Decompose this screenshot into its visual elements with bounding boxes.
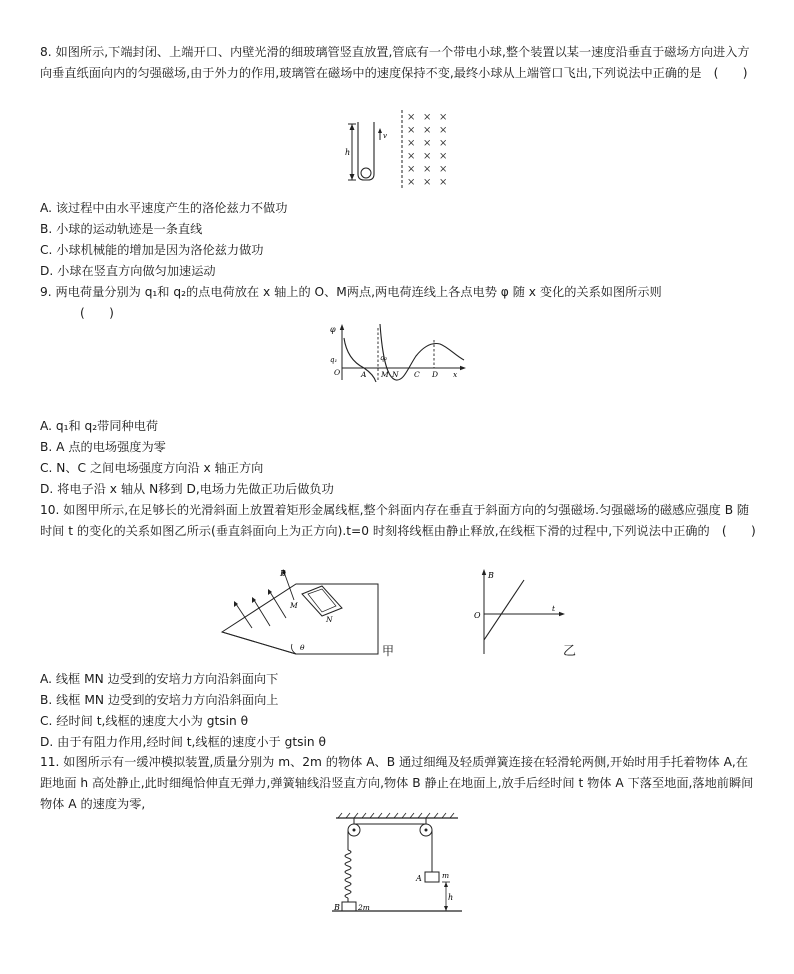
svg-text:×: × (407, 177, 416, 188)
spring (345, 850, 351, 898)
svg-text:×: × (439, 177, 448, 188)
q9-option-b: B. A 点的电场强度为零 (40, 440, 166, 454)
figure-jia-caption: 甲 (382, 644, 395, 658)
q1-label: q₁ (330, 356, 338, 364)
svg-text:×: × (423, 177, 432, 188)
block-a-label: A (416, 874, 422, 883)
svg-text:×: × (439, 125, 448, 136)
q9-bracket: ( ) (80, 306, 114, 320)
svg-text:×: × (439, 151, 448, 162)
b-label-yi: B (488, 571, 494, 580)
svg-text:×: × (423, 138, 432, 149)
theta-label: θ (300, 643, 305, 652)
origin-label-yi: O (474, 611, 481, 620)
q10-option-a: A. 线框 MN 边受到的安培力方向沿斜面向下 (40, 672, 279, 686)
point-n-label: N (392, 370, 399, 379)
q8-option-c: C. 小球机械能的增加是因为洛伦兹力做功 (40, 243, 264, 257)
svg-text:×: × (423, 112, 432, 123)
q11-stem: 11. 如图所示有一缓冲模拟装置,质量分别为 m、2m 的物体 A、B 通过细绳及轻质弹簧连接在轻滑轮两侧,开始时用手托着物体 A,在距地面 h 高处静止,此时细绳恰伸直无弹力,弹簧轴线沿竖直方向,物体 B 静止在地面上,放手后经时间 t 物体 A 下落至地面,落地前瞬间物体 A 的速度为零, (40, 755, 754, 811)
magnetic-field-crosses (407, 112, 447, 188)
svg-text:×: × (407, 125, 416, 136)
b-field-arrows (236, 572, 294, 628)
figure-yi-caption: 乙 (563, 644, 577, 659)
frame-n-label: N (326, 615, 333, 624)
q8-stem: 8. 如图所示,下端封闭、上端开口、内壁光滑的细玻璃管竖直放置,管底有一个带电小球,整个装置以某一速度沿垂直于磁场方向进入方向垂直纸面向内的匀强磁场,由于外力的作用,玻璃管在磁场中的速度保持不变,最终小球从上端管口飞出,下列说法中正确的是 ( ) (40, 45, 750, 80)
q10-option-d: D. 由于有阻力作用,经时间 t,线框的速度小于 gtsin θ (40, 735, 326, 749)
svg-text:×: × (439, 138, 448, 149)
curve-left (344, 338, 376, 382)
q10-figure-yi (470, 566, 570, 658)
point-m-label: M (381, 370, 389, 379)
point-c-label: C (414, 370, 420, 379)
q10-option-b: B. 线框 MN 边受到的安培力方向沿斜面向上 (40, 693, 279, 707)
q8-v-label: v (383, 132, 387, 140)
svg-text:×: × (407, 151, 416, 162)
point-a-label: A (361, 370, 367, 379)
origin-label: O (334, 368, 341, 377)
phi-label: φ (330, 325, 336, 334)
svg-text:×: × (407, 164, 416, 175)
charged-ball (361, 168, 371, 178)
q2-label: q₂ (380, 354, 388, 362)
block-b-label: B (334, 903, 340, 912)
q8-h-label: h (345, 148, 351, 157)
q9-potential-graph (326, 322, 468, 384)
q9-stem: 9. 两电荷量分别为 q₁和 q₂的点电荷放在 x 轴上的 O、M两点,两电荷连线上各点电势 φ 随 x 变化的关系如图所示则 (40, 285, 662, 299)
q8-option-a: A. 该过程中由水平速度产生的洛伦兹力不做功 (40, 201, 288, 215)
q8-figure (340, 106, 460, 190)
svg-text:×: × (423, 125, 432, 136)
q11-figure (330, 812, 464, 916)
block-b (342, 902, 356, 911)
q10-stem: 10. 如图甲所示,在足够长的光滑斜面上放置着矩形金属线框,整个斜面内存在垂直于斜面方向的匀强磁场.匀强磁场的磁感应强度 B 随时间 t 的变化的关系如图乙所示(垂直斜面向上为正方向).t=0 时刻将线框由静止释放,在线框下滑的过程中,下列说法中正确的 ( ) (40, 503, 756, 538)
x-label: x (453, 370, 458, 379)
frame-m-label: M (290, 601, 298, 610)
b-label-jia: B (280, 569, 286, 578)
svg-text:×: × (407, 138, 416, 149)
mass-2m-label: 2m (358, 903, 370, 912)
height-label: h (448, 893, 454, 902)
q9-option-a: A. q₁和 q₂带同种电荷 (40, 419, 159, 433)
svg-text:×: × (423, 164, 432, 175)
t-label: t (552, 604, 556, 613)
q9-option-c: C. N、C 之间电场强度方向沿 x 轴正方向 (40, 461, 264, 475)
q8-option-d: D. 小球在竖直方向做匀加速运动 (40, 264, 216, 278)
incline-base-edge (222, 632, 296, 654)
q10-figure-jia (218, 564, 398, 660)
mass-m-label: m (442, 871, 450, 880)
b-t-line (484, 580, 524, 640)
block-a (425, 872, 439, 882)
svg-text:×: × (439, 164, 448, 175)
q10-option-c: C. 经时间 t,线框的速度大小为 gtsin θ (40, 714, 249, 728)
svg-text:×: × (439, 112, 448, 123)
svg-text:×: × (423, 151, 432, 162)
point-d-label: D (432, 370, 439, 379)
svg-text:×: × (407, 112, 416, 123)
q9-option-d: D. 将电子沿 x 轴从 N移到 D,电场力先做正功后做负功 (40, 482, 334, 496)
q8-option-b: B. 小球的运动轨迹是一条直线 (40, 222, 203, 236)
